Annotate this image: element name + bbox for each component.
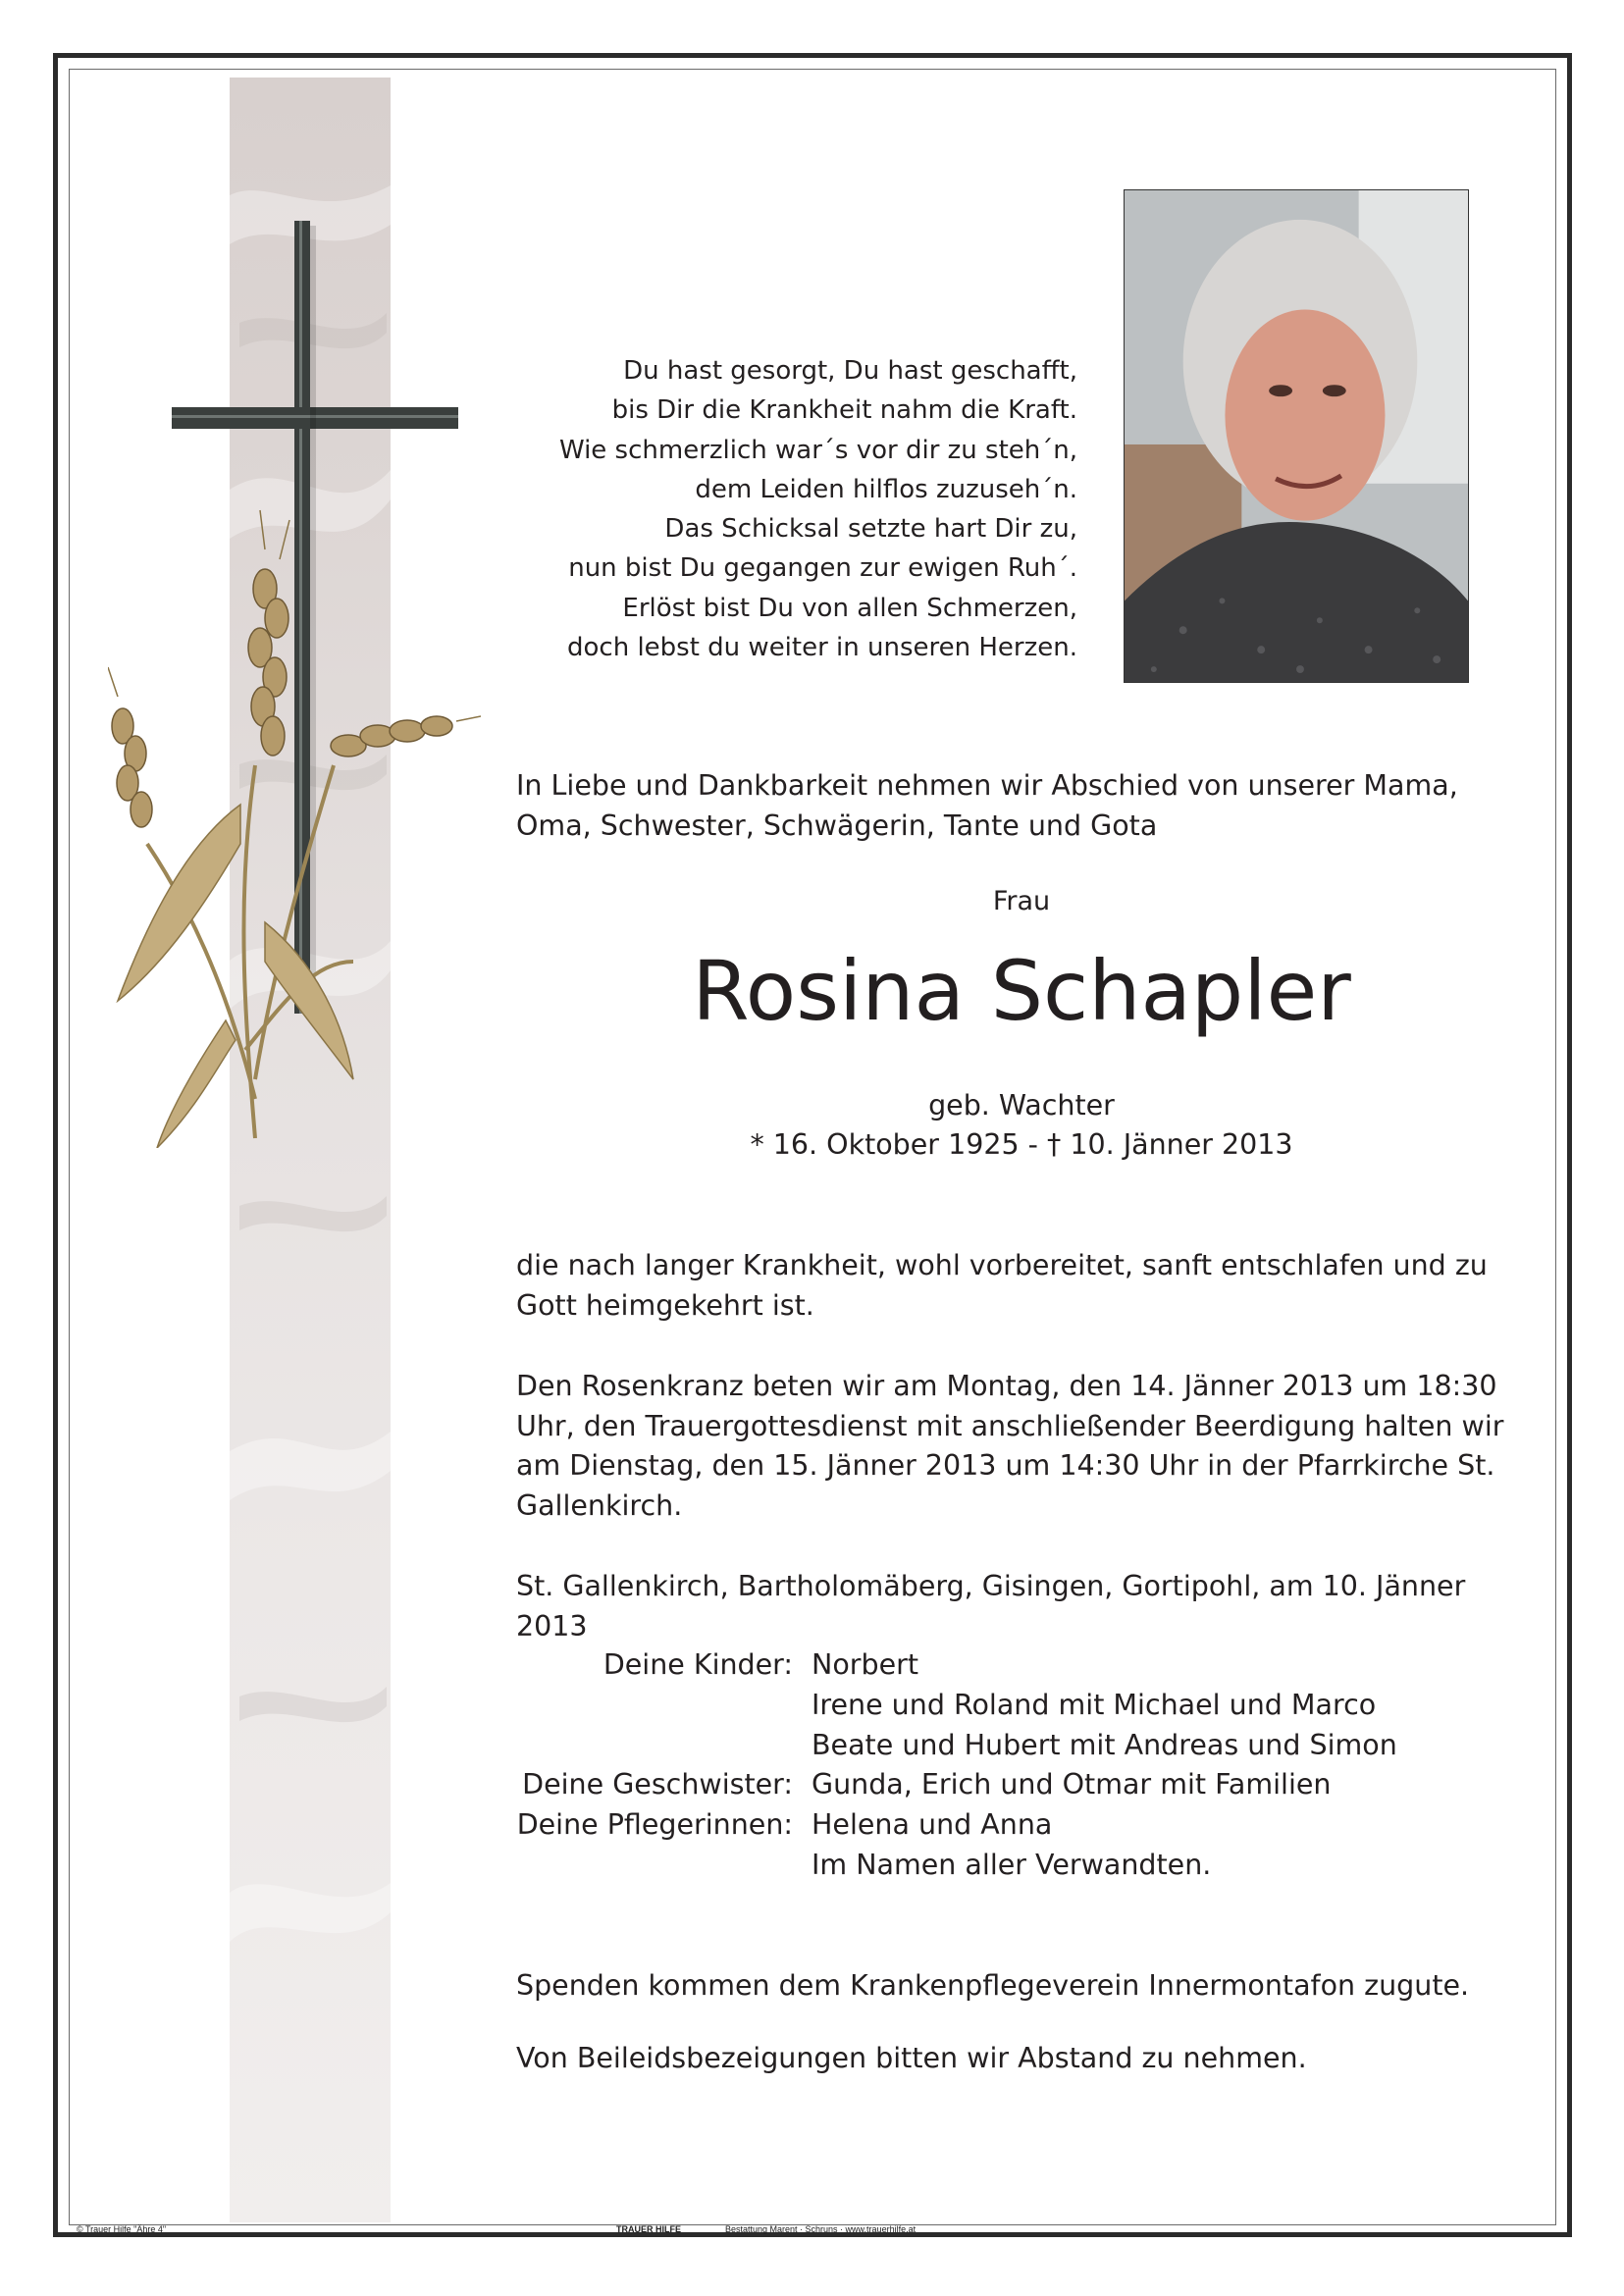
siblings-entry: Gunda, Erich und Otmar mit Familien (812, 1768, 1332, 1801)
carers-entry: Helena und Anna (812, 1808, 1053, 1842)
child-entry: Beate und Hubert mit Andreas und Simon (812, 1728, 1397, 1761)
children-label: Deine Kinder: (602, 1648, 793, 1681)
poem-line: Wie schmerzlich war´s vor dir zu steh´n, (558, 435, 1077, 465)
poem-line: Das Schicksal setzte hart Dir zu, (664, 514, 1077, 545)
life-dates: * 16. Oktober 1925 - † 10. Jänner 2013 (750, 1128, 1293, 1161)
family-labels (412, 1645, 793, 1846)
passing-text: die nach langer Krankheit, wohl vorbereitet, sanft entschlafen und zu Gott heimgekehrt ist. (516, 1249, 1488, 1322)
place-date: St. Gallenkirch, Bartholomäberg, Gisingen, Gortipohl, am 10. Jänner 2013 (516, 1570, 1466, 1643)
siblings-label: Deine Geschwister: (522, 1768, 793, 1801)
relatives-entry: Im Namen aller Verwandten. (812, 1848, 1212, 1881)
poem-line: bis Dir die Krankheit nahm die Kraft. (611, 395, 1077, 426)
footer-copyright: © Trauer Hilfe "Ähre 4" (77, 2224, 167, 2234)
condolences-text: Von Beileidsbezeigungen bitten wir Abstand zu nehmen. (516, 2042, 1307, 2074)
intro-text: In Liebe und Dankbarkeit nehmen wir Abschied von unserer Mama, Oma, Schwester, Schwägerin, Tante und Gota (516, 769, 1458, 842)
poem-line: dem Leiden hilflos zuzuseh´n. (695, 474, 1077, 504)
donations-text: Spenden kommen dem Krankenpflegeverein Innermontafon zugute. (516, 1969, 1470, 2002)
footer-brand: TRAUER HILFE (616, 2224, 681, 2234)
service-text: Den Rosenkranz beten wir am Montag, den 14. Jänner 2013 um 18:30 Uhr, den Trauergottesdienst mit anschließender Beerdigung halten wir am Dienstag, den 15. Jänner 2013 um 14:30 Uhr in der Pfarrkirche St. Gallenkirch. (516, 1370, 1504, 1522)
poem (510, 351, 1077, 667)
cross-icon (172, 221, 458, 1018)
child-entry: Norbert (812, 1648, 918, 1681)
carers-label: Deine Pflegerinnen: (516, 1808, 793, 1842)
deceased-name: Rosina Schapler (692, 943, 1351, 1039)
portrait-photo (1124, 189, 1469, 683)
cross-and-wheat (108, 216, 481, 1148)
poem-line: doch lebst du weiter in unseren Herzen. (567, 633, 1077, 663)
salutation: Frau (992, 886, 1051, 916)
poem-line: nun bist Du gegangen zur ewigen Ruh´. (568, 553, 1077, 584)
family-names (812, 1645, 1538, 1886)
footer-undertaker: Bestattung Marent · Schruns · www.trauerhilfe.at (725, 2224, 917, 2234)
poem-line: Erlöst bist Du von allen Schmerzen, (622, 593, 1077, 623)
child-entry: Irene und Roland mit Michael und Marco (812, 1688, 1377, 1721)
poem-line: Du hast gesorgt, Du hast geschafft, (623, 356, 1077, 386)
maiden-name: geb. Wachter (928, 1089, 1115, 1122)
